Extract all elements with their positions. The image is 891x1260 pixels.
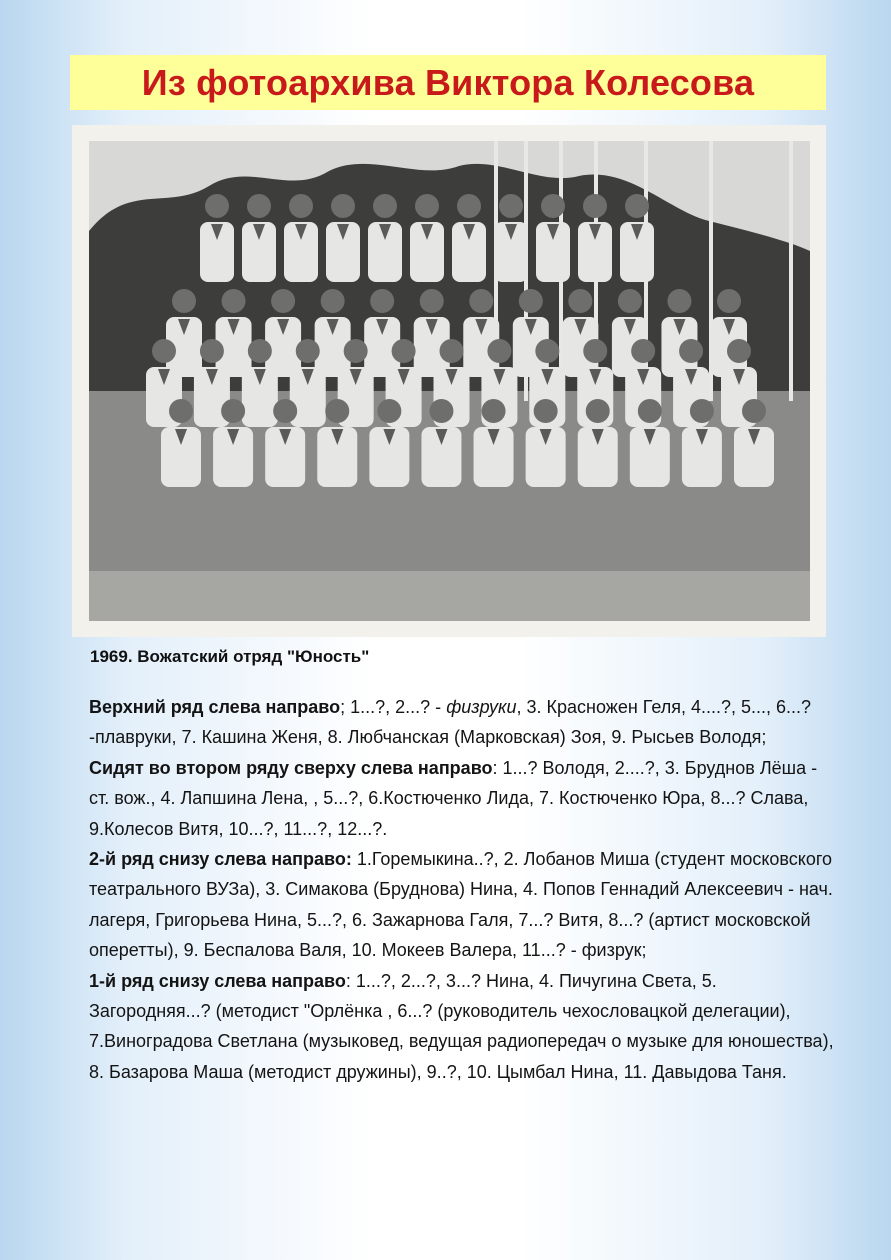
person-figure xyxy=(326,194,360,282)
first-bottom-row-text: : 1...?, 2...?, 3...? Нина, 4. Пичугина Света, 5. Загородняя...? (методист "Орлёнка , 6...? (руководитель чехословацкой делегации), 7.Виноградова Светлана (музыковед, ведущая радиопередач о музыке для юношества), 8. Базарова Маша (методист дружины), 9..?, 10. Цымбал Нина, 11. Давыдова Таня. xyxy=(89,970,834,1082)
top-row-text-b: , 3. Красножен Геля, 4....?, 5..., 6...? -плавруки, 7. Кашина Женя, 8. Любчанская (Марковская) Зоя, 9. Рысьев Володя; xyxy=(89,697,812,748)
person-figure xyxy=(368,194,402,282)
second-bottom-row-paragraph xyxy=(89,844,834,966)
second-row-label: Сидят во втором ряду сверху слева направо xyxy=(89,757,493,778)
person-figure xyxy=(578,194,612,282)
second-row-text: : 1...? Володя, 2....?, 3. Бруднов Лёша - ст. вож., 4. Лапшина Лена, , 5...?, 6.Костюченко Лида, 7. Костюченко Юра, 8...? Слава, 9.Колесов Витя, 10...?, 11...?, 12...?. xyxy=(89,757,818,839)
first-bottom-row-label: 1-й ряд снизу слева направо xyxy=(89,970,346,991)
photo-caption: 1969. Вожатский отряд "Юность" xyxy=(90,647,370,666)
person-figure xyxy=(284,194,318,282)
second-bottom-row-label: 2-й ряд снизу слева направо: xyxy=(89,849,352,870)
photo-frame xyxy=(72,125,826,637)
photo-ground xyxy=(89,571,810,621)
person-figure xyxy=(536,194,570,282)
flag-pole xyxy=(789,141,793,401)
top-row-text-a: ; 1...?, 2...? - xyxy=(340,697,447,717)
first-bottom-row-paragraph xyxy=(89,966,834,1088)
second-bottom-row-text: 1.Горемыкина..?, 2. Лобанов Миша (студент московского театрального ВУЗа), 3. Симакова (Бруднова) Нина, 4. Попов Геннадий Алексеевич - нач. лагеря, Григорьева Нина, 5...?, 6. Зажарнова Галя, 7...? Витя, 8...? (артист московской оперетты), 9. Беспалова Валя, 10. Мокеев Валера, 11...? - физрук; xyxy=(89,849,833,961)
top-row-paragraph xyxy=(89,692,834,753)
person-figure xyxy=(410,194,444,282)
group-photo xyxy=(89,141,810,621)
person-figure xyxy=(494,194,528,282)
person-figure xyxy=(620,194,654,282)
names-list xyxy=(89,692,834,1087)
top-row-label: Верхний ряд слева направо xyxy=(89,697,341,717)
person-figure xyxy=(242,194,276,282)
page-title: Из фотоархива Виктора Колесова xyxy=(141,61,755,103)
top-row-emphasis: физруки xyxy=(446,697,517,717)
second-row-paragraph xyxy=(89,753,834,844)
title-banner xyxy=(70,55,826,110)
person-figure xyxy=(452,194,486,282)
group-photo-image xyxy=(89,141,810,621)
person-figure xyxy=(200,194,234,282)
